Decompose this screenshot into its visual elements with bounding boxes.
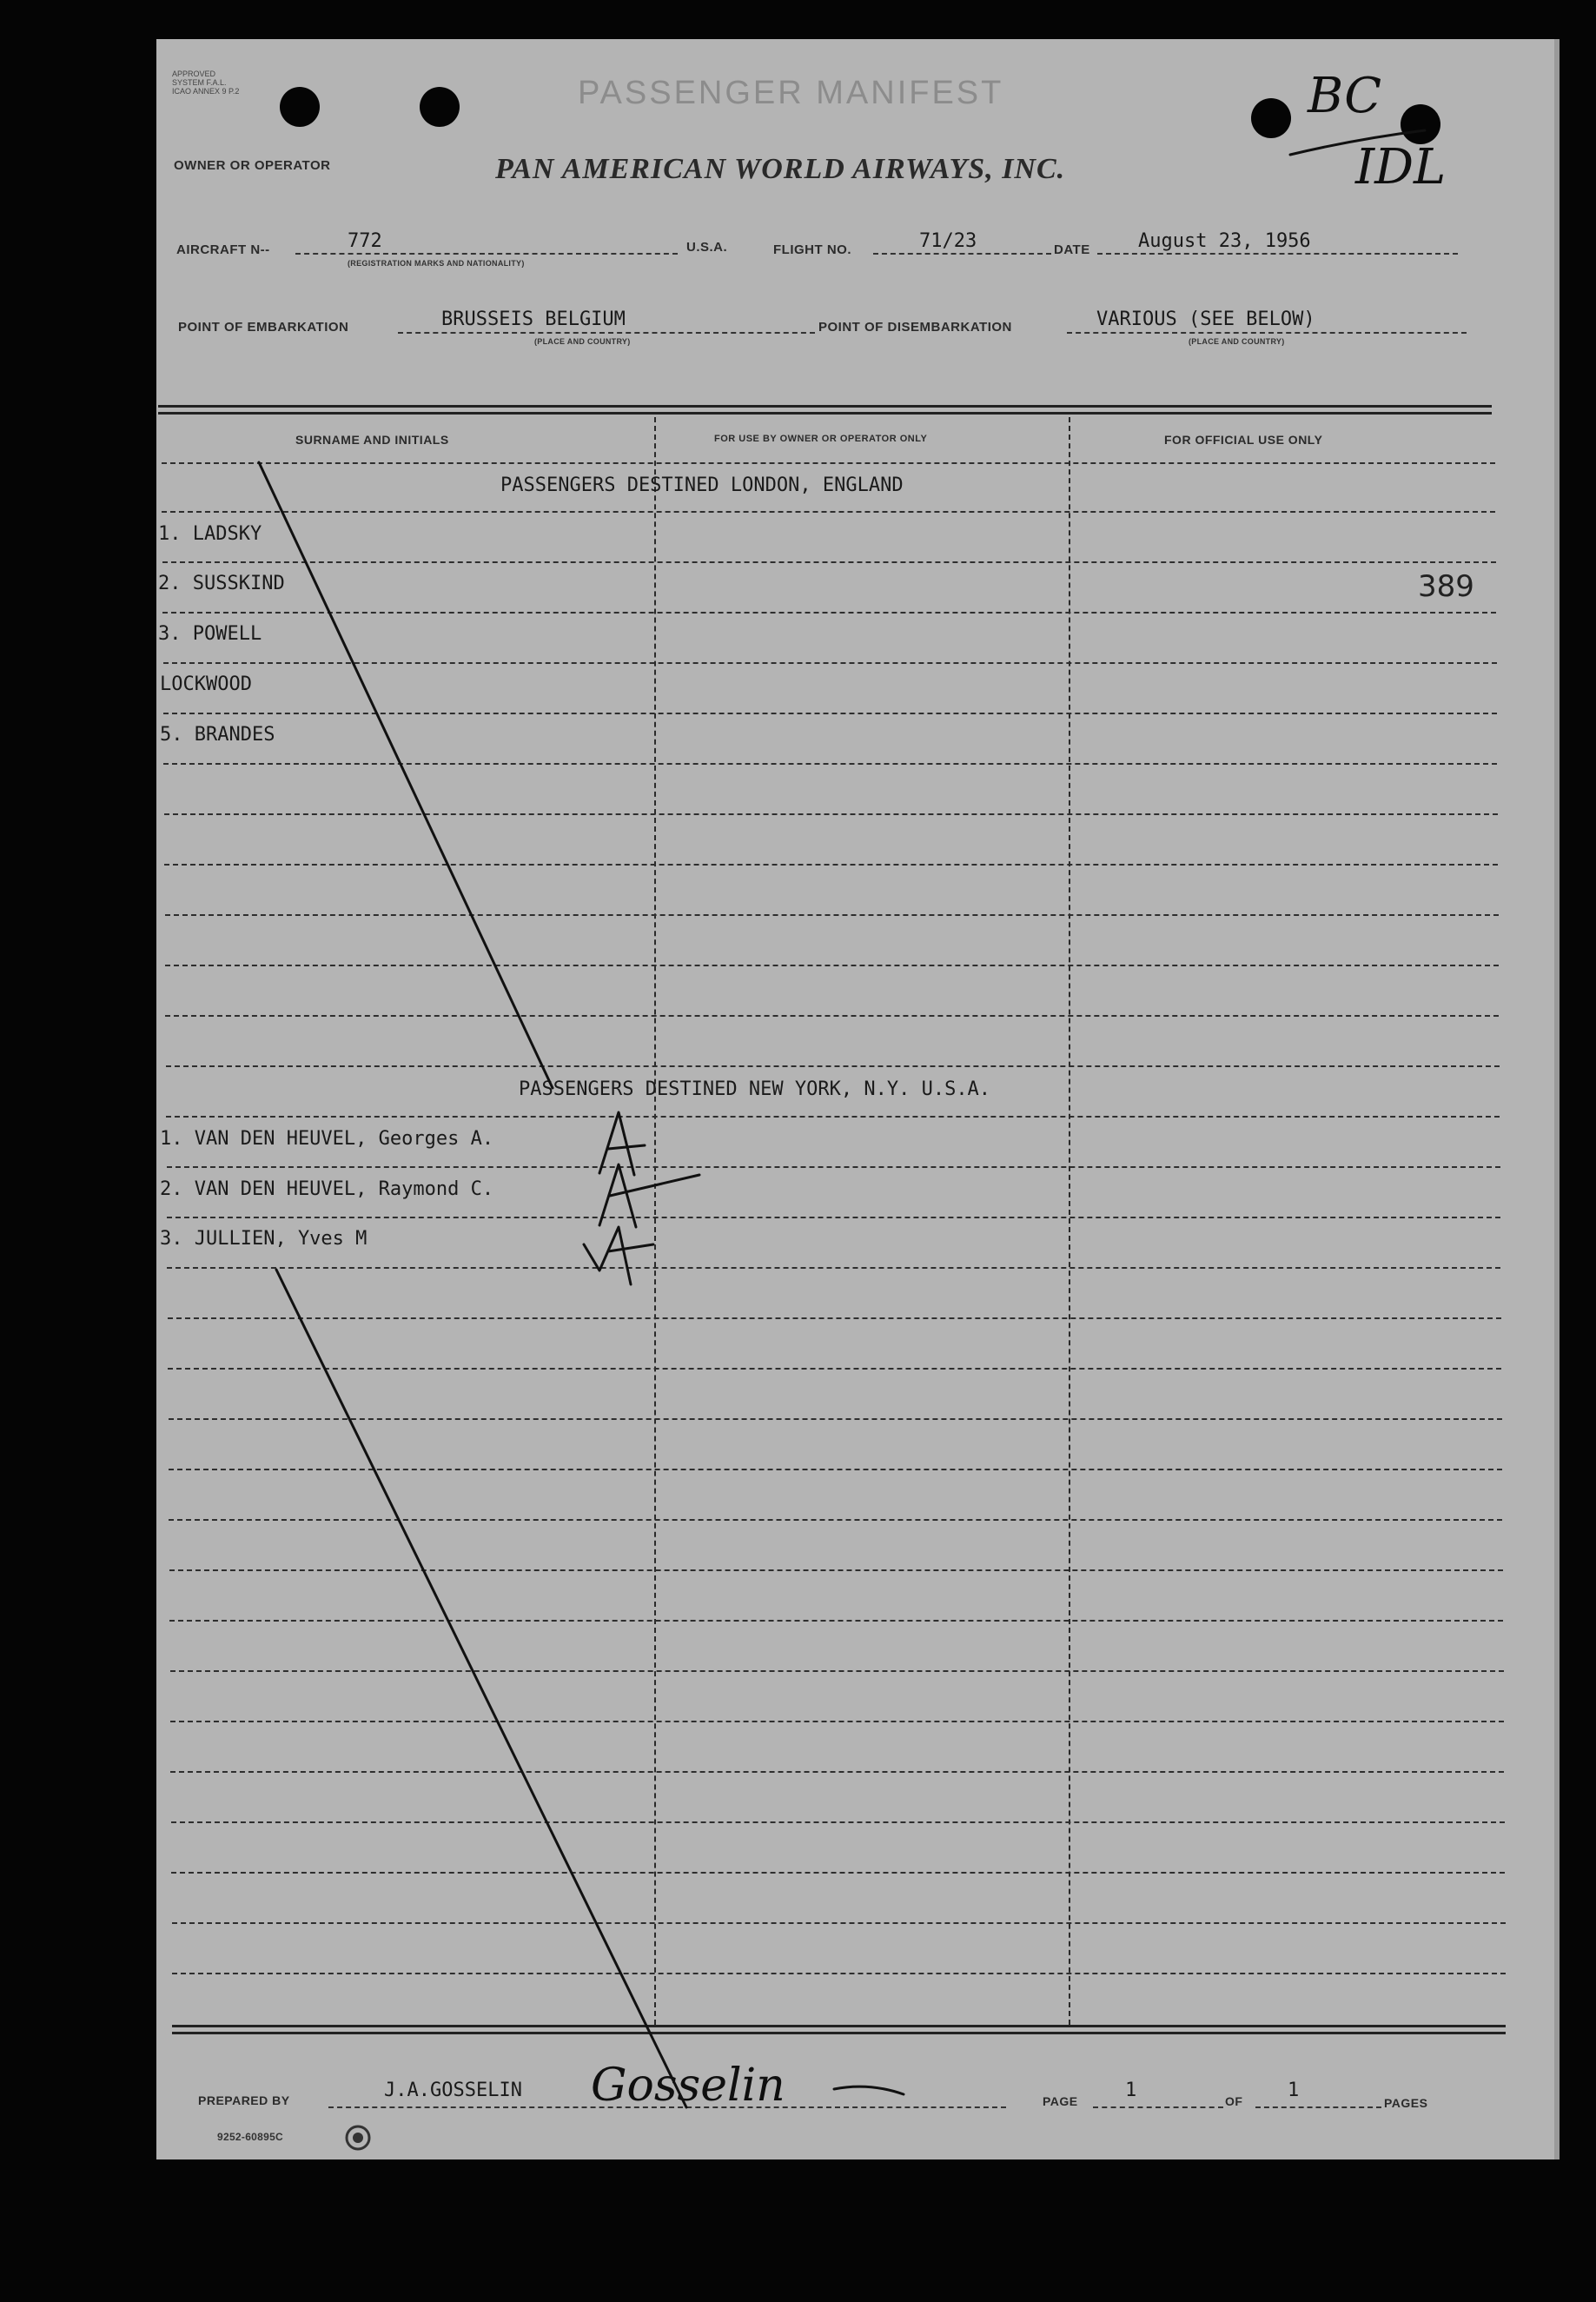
form-title: PASSENGER MANIFEST: [578, 75, 1004, 111]
aircraft-number: 772: [348, 230, 382, 252]
initials-mark-3: [584, 1227, 653, 1284]
london-heading: PASSENGERS DESTINED LONDON, ENGLAND: [500, 474, 904, 496]
passenger-london-2: 2. SUSSKIND: [158, 573, 285, 594]
aircraft-label: AIRCRAFT N--: [176, 242, 270, 257]
passenger-newyork-3: 3. JULLIEN, Yves M: [160, 1228, 368, 1250]
passenger-london-3: 3. POWELL: [158, 623, 262, 645]
flight-number: 71/23: [919, 230, 977, 252]
official-number: 389: [1418, 569, 1474, 604]
embarkation-sublabel: (PLACE AND COUNTRY): [534, 337, 631, 346]
embarkation-value: BRUSSEIS BELGIUM: [441, 308, 626, 330]
signature-flourish: [834, 2086, 904, 2094]
date-value: August 23, 1956: [1138, 230, 1311, 252]
page-total: 1: [1288, 2080, 1300, 2101]
preparer-signature: Gosselin: [591, 2060, 785, 2112]
passenger-london-4: LOCKWOOD: [160, 673, 252, 695]
col-header-owner: FOR USE BY OWNER OR OPERATOR ONLY: [714, 434, 928, 444]
col-header-surname: SURNAME AND INITIALS: [295, 433, 449, 447]
approval-block: APPROVED SYSTEM F.A.L. ICAO ANNEX 9 P.2: [172, 70, 240, 96]
operator-name: PAN AMERICAN WORLD AIRWAYS, INC.: [495, 153, 1066, 185]
page-number: 1: [1125, 2080, 1137, 2101]
handwritten-idl: IDL: [1355, 139, 1447, 196]
col-header-official: FOR OFFICIAL USE ONLY: [1164, 433, 1323, 447]
disembarkation-value: VARIOUS (SEE BELOW): [1096, 308, 1315, 330]
passenger-london-5: 5. BRANDES: [160, 724, 275, 746]
disembarkation-sublabel: (PLACE AND COUNTRY): [1189, 337, 1285, 346]
owner-label: OWNER OR OPERATOR: [174, 158, 331, 173]
passenger-london-1: 1. LADSKY: [158, 523, 262, 545]
embarkation-label: POINT OF EMBARKATION: [178, 320, 349, 335]
form-number: 9252-60895C: [217, 2131, 284, 2143]
date-label: DATE: [1054, 242, 1090, 257]
flight-label: FLIGHT NO.: [773, 242, 851, 257]
diagonal-strike-london: [259, 462, 553, 1088]
diagonal-strike-newyork: [276, 1270, 686, 2107]
passenger-newyork-1: 1. VAN DEN HEUVEL, Georges A.: [160, 1128, 494, 1150]
handwritten-bc: BC: [1308, 68, 1382, 124]
initials-mark-2: [599, 1164, 699, 1227]
newyork-heading: PASSENGERS DESTINED NEW YORK, N.Y. U.S.A.: [519, 1078, 991, 1100]
disembarkation-label: POINT OF DISEMBARKATION: [818, 320, 1012, 335]
prepared-by-name: J.A.GOSSELIN: [384, 2080, 522, 2101]
prepared-by-label: PREPARED BY: [198, 2093, 290, 2107]
aircraft-sublabel: (REGISTRATION MARKS AND NATIONALITY): [348, 259, 525, 268]
pages-label: PAGES: [1384, 2096, 1428, 2110]
bc-underline: [1290, 130, 1425, 155]
page-label: PAGE: [1043, 2094, 1078, 2108]
initials-mark-1: [599, 1112, 645, 1175]
usa-label: U.S.A.: [686, 240, 728, 255]
passenger-newyork-2: 2. VAN DEN HEUVEL, Raymond C.: [160, 1178, 494, 1200]
of-label: OF: [1225, 2094, 1243, 2108]
